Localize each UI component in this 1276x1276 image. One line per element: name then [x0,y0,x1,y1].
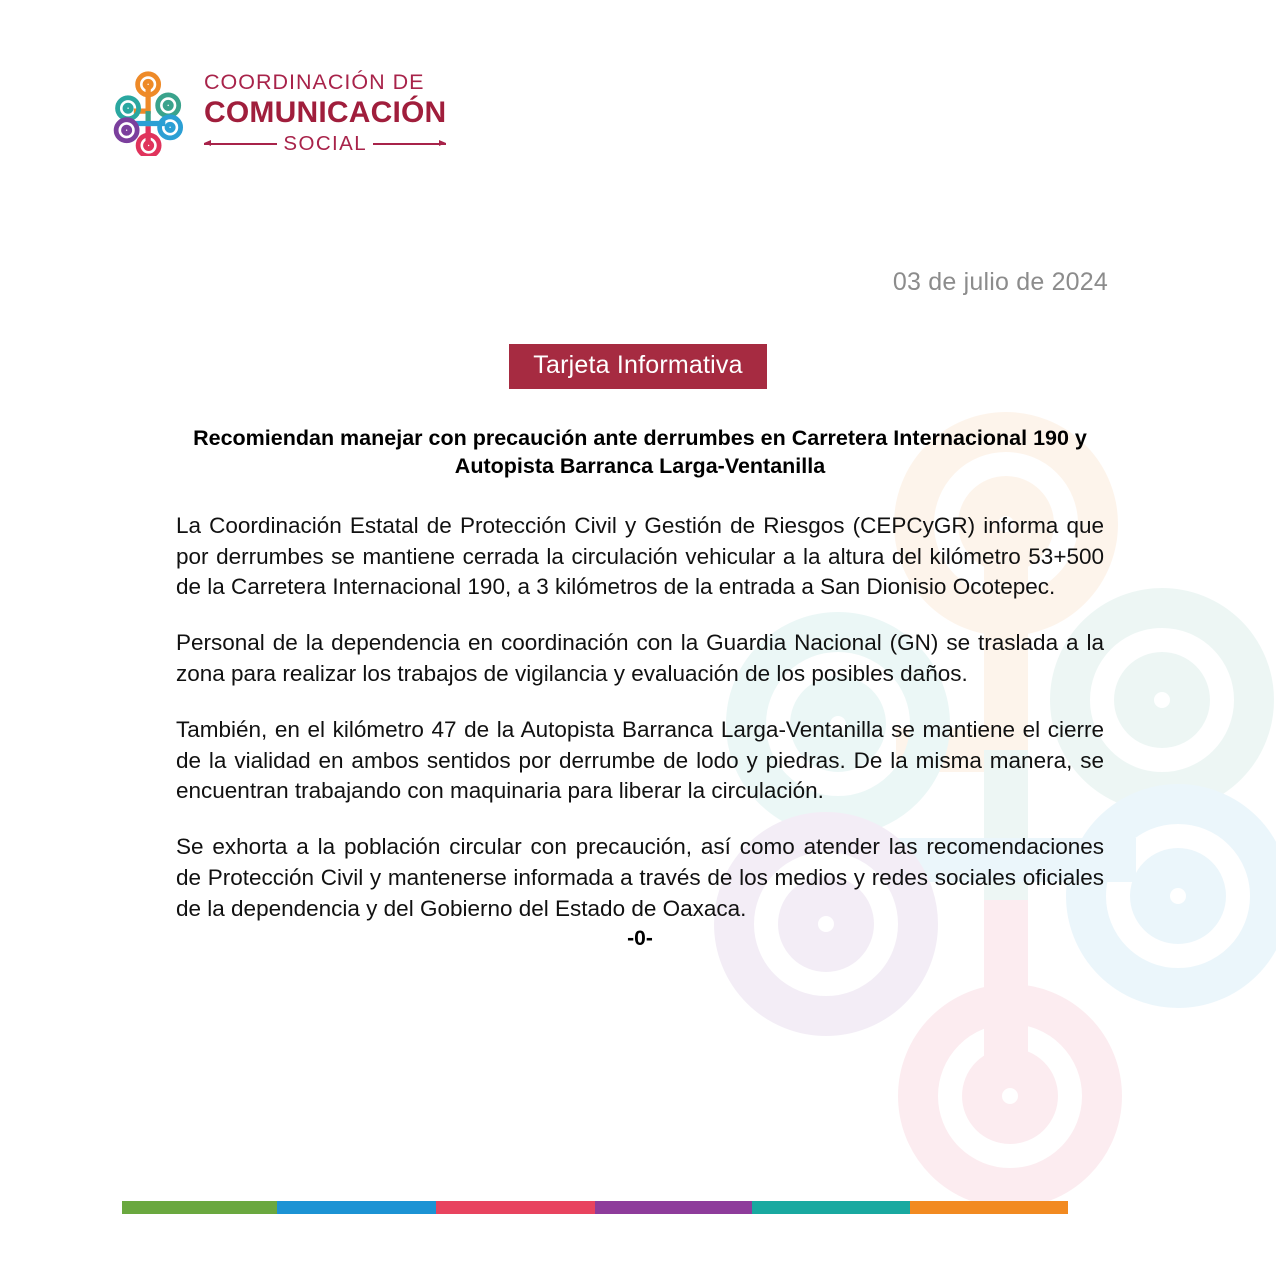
logo-line-coordinacion: COORDINACIÓN DE [204,70,425,94]
logo-line-social: SOCIAL [283,131,367,155]
document-date: 03 de julio de 2024 [892,268,1108,296]
footer-bar-segment-pink [436,1201,595,1214]
organization-logo [112,70,446,156]
footer-bar-segment-teal [752,1201,910,1214]
footer-bar-segment-blue [277,1201,436,1214]
end-of-release-mark: -0- [627,926,653,950]
body-paragraph-3: También, en el kilómetro 47 de la Autopista Barranca Larga-Ventanilla se mantiene el cierre de la vialidad en ambos sentidos por derrumbe de lodo y piedras. De la misma manera, se encuentran trabajando con maquinaria para liberar la circulación. [176,716,1104,804]
page-title: Recomiendan manejar con precaución ante derrumbes en Carretera Internacional 190 y Autopista Barranca Larga-Ventanilla [193,426,1087,479]
footer-bar-segment-orange [910,1201,1068,1214]
footer-bar-segment-purple [595,1201,752,1214]
badge-row [0,344,1276,389]
logo-line-social-row [204,131,446,155]
logo-arrow-right-icon [373,143,446,145]
logo-line-comunicacion: COMUNICACIÓN [204,95,447,129]
logo-wordmark [204,72,446,154]
footer-bar-segment-green [122,1201,277,1214]
body-paragraph-2: Personal de la dependencia en coordinación con la Guardia Nacional (GN) se traslada a la zona para realizar los trabajos de vigilancia y evaluación de los posibles daños. [176,630,1104,686]
logo-arrow-left-icon [204,143,277,145]
footer-color-bar [122,1201,1068,1214]
document-body [176,424,1104,951]
body-paragraph-4: Se exhorta a la población circular con precaución, así como atender las recomendaciones de Protección Civil y mantenerse informada a través de los medios y redes sociales oficiales de la dependencia y del Gobierno del Estado de Oaxaca. [176,834,1104,921]
body-paragraph-1: La Coordinación Estatal de Protección Civil y Gestión de Riesgos (CEPCyGR) informa que por derrumbes se mantiene cerrada la circulación vehicular a la altura del kilómetro 53+500 de la Carretera Internacional 190, a 3 kilómetros de la entrada a San Dionisio Ocotepec. [176,512,1104,600]
network-nodes-logo-icon [112,70,190,156]
status-badge: Tarjeta Informativa [509,344,766,389]
